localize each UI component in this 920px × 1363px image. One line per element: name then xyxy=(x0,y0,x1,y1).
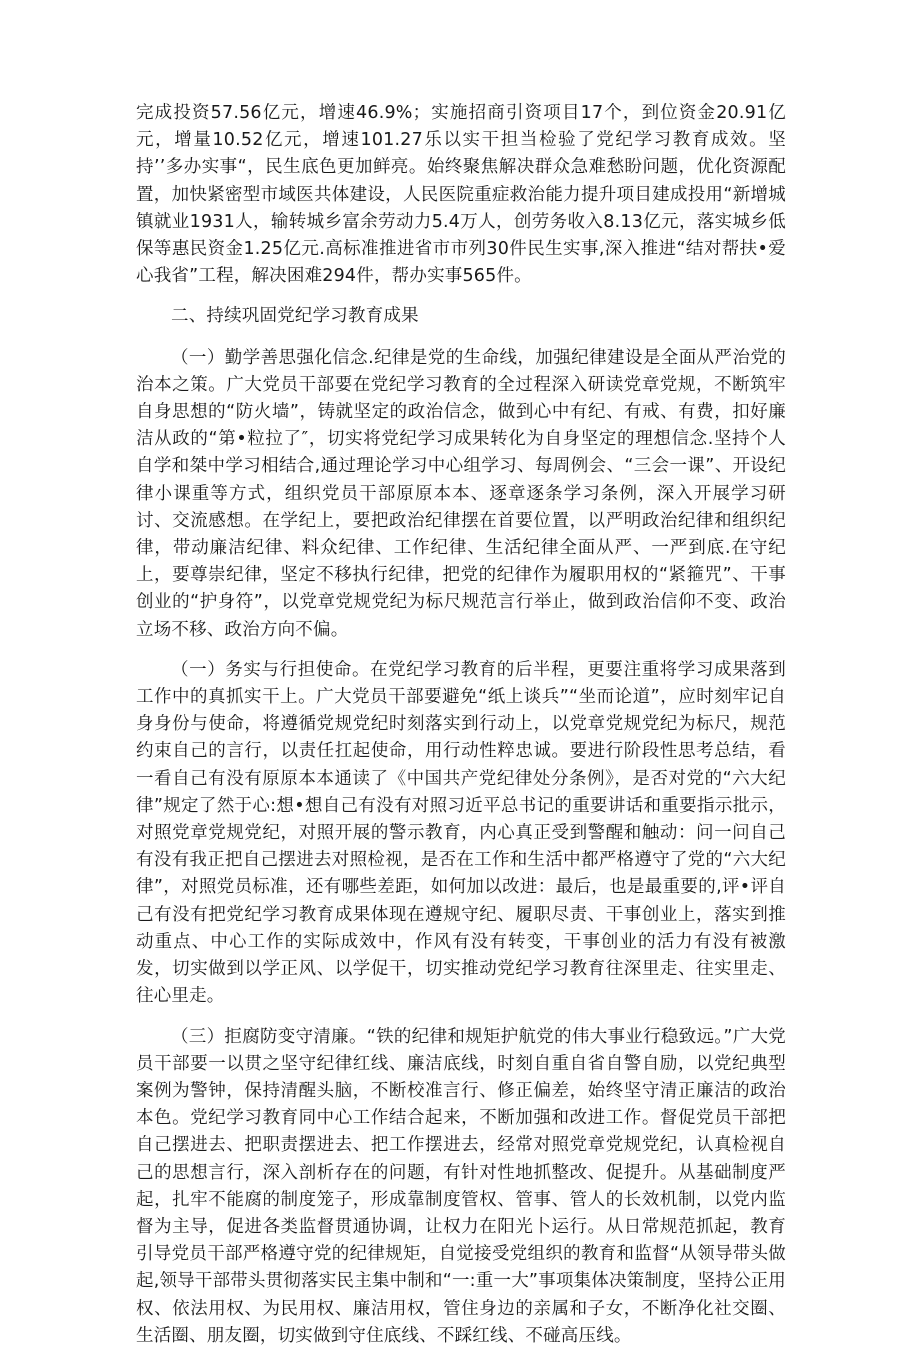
paragraph-study-belief: （一）勤学善思强化信念.纪律是党的生命线，加强纪律建设是全面从严治党的治本之策。广大党员干部要在党纪学习教育的全过程深入研读党章党规，不断筑牢自身思想的“防火墙”，铸就坚定的政治信念，做到心中有纪、有戒、有费，扣好廉洁从政的“第•粒拉了″，切实将党纪学习成果转化为自身坚定的理想信念.坚持个人自学和桀中学习相结合,通过理论学习中心组学习、每周例会、“三会一课”、开设纪律小课重等方式，组织党员干部原原本本、逐章逐条学习条例，深入开展学习研讨、交流感想。在学纪上，要把政治纪律摆在首要位置，以严明政治纪律和组织纪律，带动廉洁纪律、料众纪律、工作纪律、生活纪律全面从严、一严到底.在守纪上，要尊崇纪律，坚定不移执行纪律，把党的纪律作为履职用权的“紧箍咒”、干事创业的“护身符”，以党章党规党纪为标尺规范言行举止，做到政治信仰不变、政治立场不移、政治方向不偏。 xyxy=(136,347,786,640)
document-page xyxy=(136,100,786,1363)
section-heading: 二、持续巩固党纪学习教育成果 xyxy=(171,306,419,327)
paragraph-anti-corruption: （三）拒腐防变守清廉。“铁的纪律和规矩护航党的伟大事业行稳致远。”广大党员干部要一以贯之坚守纪律红线、廉洁底线，时刻自重自省自警自励，以党纪典型案例为警钟，保持清醒头脑，不断校准言行、修正偏差，始终坚守清正廉洁的政治本色。党纪学习教育同中心工作结合起来，不断加强和改进工作。督促党员干部把自己摆进去、把职责摆进去、把工作摆进去，经常对照党章党规党纪，认真检视自己的思想言行，深入剖析存在的问题，有针对性地抓整改、促提升。从基础制度严起，扎牢不能腐的制度笼子，形成靠制度管权、管事、管人的长效机制，以党内监督为主导，促进各类监督贯通协调，让权力在阳光卜运行。从日常规范抓起，教育引导党员干部严格遵守党的纪律规矩，自觉接受党组织的教育和监督“从领导带头做起,领导干部带头贯彻落实民主集中制和“一:重一大”事项集体决策制度，坚持公正用权、依法用权、为民用权、廉洁用权，管住身边的亲属和子女，不断净化社交圈、生活圈、朋友圈，切实做到守住底线、不踩红线、不碰高压线。 xyxy=(136,1026,786,1346)
paragraph-practical-mission: （一）务实与行担使命。在党纪学习教育的后半程，更要注重将学习成果落到工作中的真抓实干上。广大党员干部要避免“纸上谈兵”“坐而论道”，应时刻牢记自身身份与使命，将遵循党规党纪时刻落实到行动上，以党章党规党纪为标尺，规范约束自己的言行，以责任扛起使命，用行动性粹忠诚。要进行阶段性思考总结，看一看自己有没有原原本本通读了《中国共产党纪律处分条例》，是否对党的“六大纪律”规定了然于心:想•想自己有没有对照习近平总书记的重要讲话和重要指示批示，对照党章党规党纪，对照开展的警示教育，内心真正受到警醒和触动：问一问自己有没有我正把自己摆进去对照检视，是否在工作和生活中都严格遵守了党的“六大纪律”，对照党员标准，还有哪些差距，如何加以改进：最后，也是最重要的,评•评自己有没有把党纪学习教育成果体现在遵规守纪、履职尽责、干事创业上，落实到推动重点、中心工作的实际成效中，作风有没有转变，干事创业的活力有没有被激发，切实做到以学正风、以学促干，切实推动党纪学习教育往深里走、往实里走、往心里走。 xyxy=(136,659,786,1007)
paragraph-achievements: 完成投资57.56亿元，增速46.9%；实施招商引资项目17个，到位资金20.91亿元，增量10.52亿元，增速101.27乐以实干担当检验了党纪学习教育成效。坚持’’多办实事“，民生底色更加鲜亮。始终聚焦解决群众急难愁盼问题，优化资源配置，加快紧密型市域医共体建设，人民医院重症救治能力提升项目建成投用“新增城镇就业1931人，输转城乡富余劳动力5.4万人，创劳务收入8.13亿元，落实城乡低保等惠民资金1.25亿元.高标准推进省市市列30件民生实事,深入推进“结对帮扶•爱心我省”工程，解决困难294件，帮办实事565件。 xyxy=(136,103,786,287)
